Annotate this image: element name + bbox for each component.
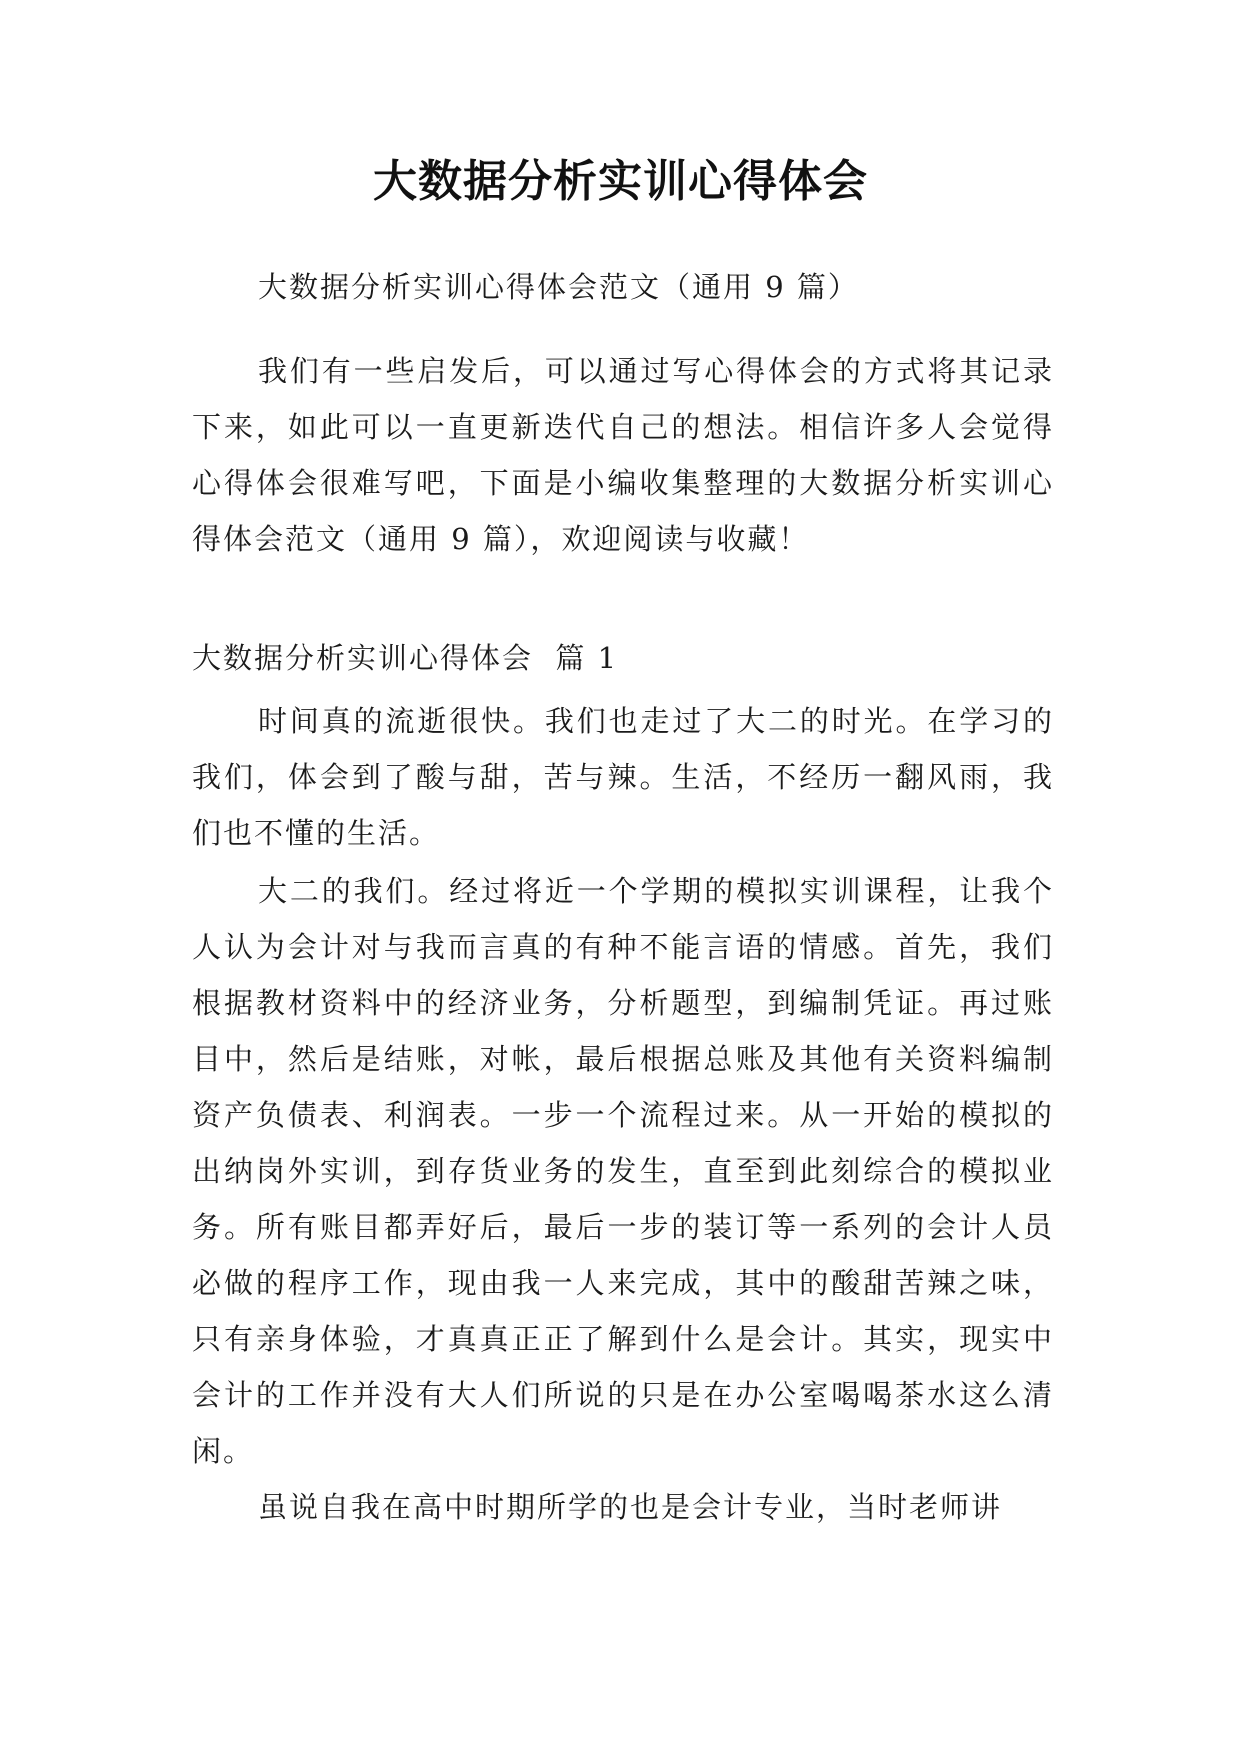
body-paragraph: 虽说自我在高中时期所学的也是会计专业，当时老师讲 [258,1490,1003,1524]
body-paragraph: 时间真的流逝很快。我们也走过了大二的时光。在学习的我们，体会到了酸与甜，苦与辣。生活，不经历一翻风雨，我们也不懂的生活。 [192,704,1054,850]
document-subtitle: 大数据分析实训心得体会范文（通用 9 篇） [258,270,859,304]
body-paragraph: 大二的我们。经过将近一个学期的模拟实训课程，让我个人认为会计对与我而言真的有种不能言语的情感。首先，我们根据教材资料中的经济业务，分析题型，到编制凭证。再过账目中，然后是结账，对帐，最后根据总账及其他有关资料编制资产负债表、利润表。一步一个流程过来。从一开始的模拟的出纳岗外实训，到存货业务的发生，直至到此刻综合的模拟业务。所有账目都弄好后，最后一步的装订等一系列的会计人员必做的程序工作，现由我一人来完成，其中的酸甜苦辣之味，只有亲身体验，才真真正正了解到什么是会计。其实，现实中会计的工作并没有大人们所说的只是在办公室喝喝茶水这么清闲。 [192,874,1054,1468]
intro-paragraph: 我们有一些启发后，可以通过写心得体会的方式将其记录下来，如此可以一直更新迭代自己的想法。相信许多人会觉得心得体会很难写吧，下面是小编收集整理的大数据分析实训心得体会范文（通用 9 篇），欢迎阅读与收藏！ [192,354,1054,556]
section-heading: 大数据分析实训心得体会 篇 1 [192,641,619,675]
document-title: 大数据分析实训心得体会 [373,156,868,207]
